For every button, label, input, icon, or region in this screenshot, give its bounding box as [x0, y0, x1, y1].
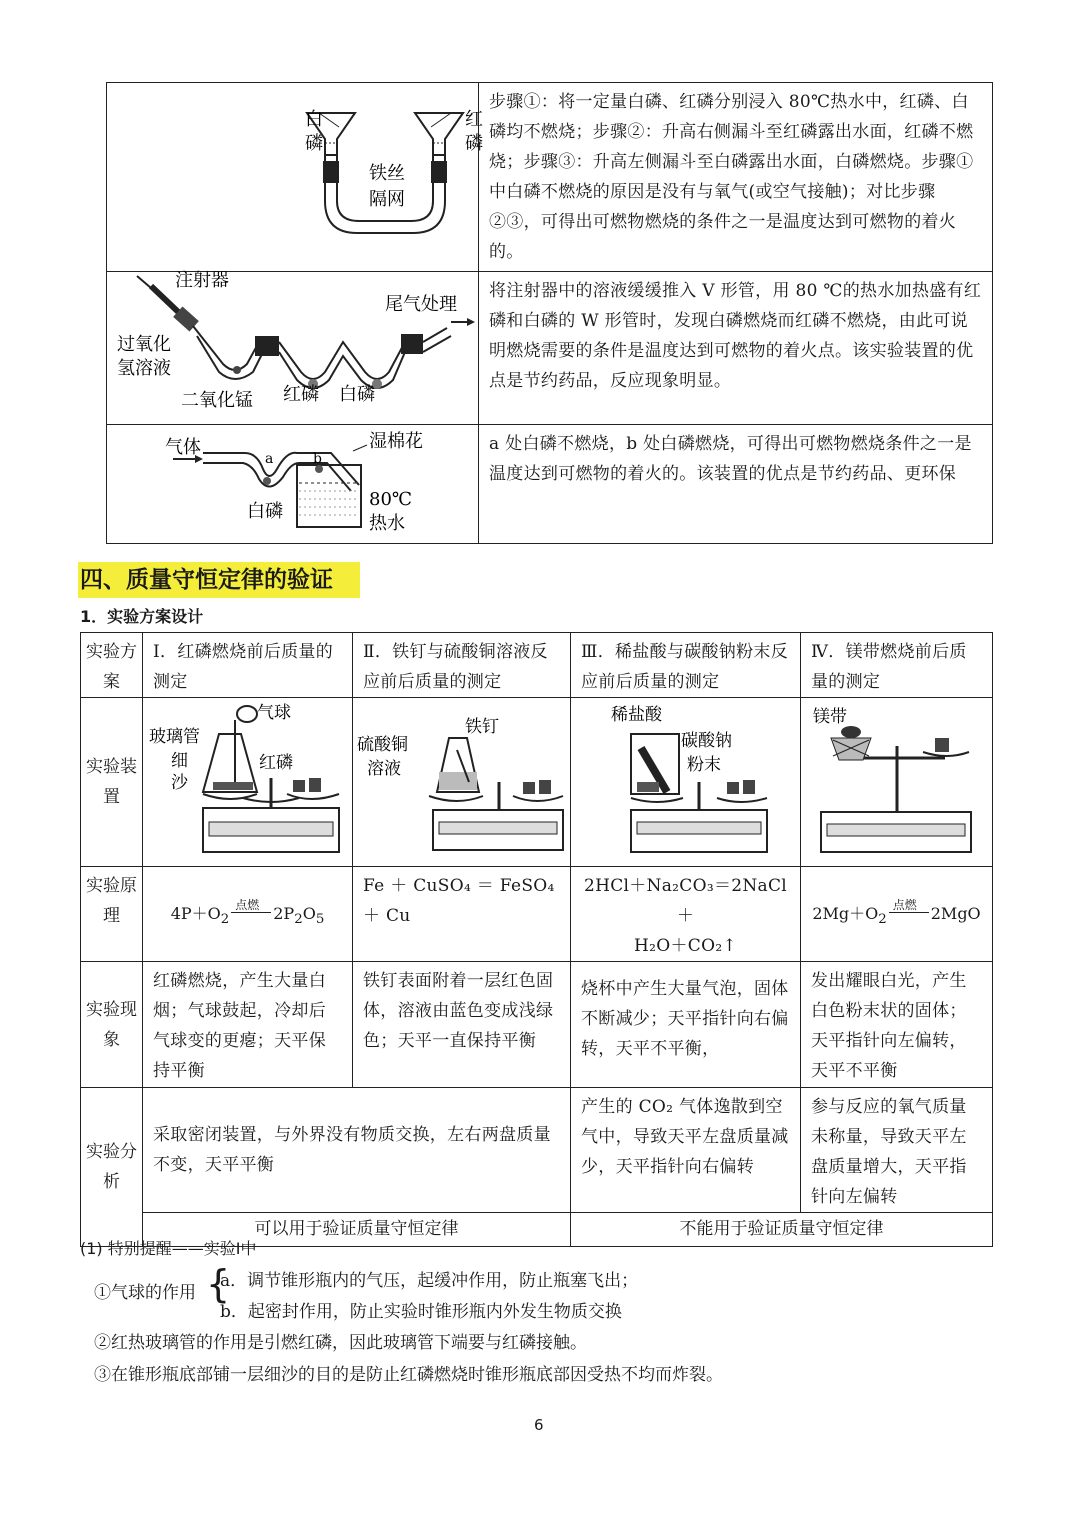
table-row — [107, 425, 993, 544]
figure-label: 注射器 — [175, 270, 229, 291]
figure-label: 红 — [465, 109, 483, 130]
figure-label: 铁钉 — [465, 717, 499, 737]
description-cell — [479, 272, 993, 425]
figure-label: 硫酸铜 — [357, 735, 408, 755]
plan-cell: Ⅳ．镁带燃烧前后质量的测定 — [811, 642, 967, 692]
analysis-cell: 产生的 CO₂ 气体逸散到空气中，导致天平左盘质量减少，天平指针向右偏转 — [581, 1097, 789, 1177]
device-cell — [143, 698, 353, 867]
row-label — [81, 1088, 143, 1247]
step-description: a 处白磷不燃烧，b 处白磷燃烧，可得出可燃物燃烧条件之一是温度达到可燃物的着火的。该装置的优点是节约药品、更环保 — [489, 434, 972, 484]
figure-cell — [107, 83, 483, 272]
balance-mg-figure — [801, 698, 993, 862]
figure-label: 细 — [171, 751, 188, 771]
figure-label: 热水 — [369, 513, 405, 534]
step-description: 步骤①：将一定量白磷、红磷分别浸入 80℃热水中，红磷、白磷均不燃烧；步骤②：升高右侧漏斗至红磷露出水面，红磷不燃烧；步骤③：升高左侧漏斗至白磷露出水面，白磷燃烧。步骤①中白磷不燃烧的原因是没有与氧气(或空气接触)；对比步骤②③，可得出可燃物燃烧的条件之一是温度达到可燃物的着火的。 — [489, 92, 974, 262]
plan-cell: Ⅲ．稀盐酸与碳酸钠粉末反应前后质量的测定 — [581, 642, 788, 692]
figure-label: 磷 — [305, 133, 323, 154]
figure-label: 尾气处理 — [385, 294, 457, 315]
row-label — [81, 698, 143, 867]
equation-mg-combustion: $2Mg+O_2$ 点燃 2MgO — [812, 897, 981, 928]
balloon-role-b: b．起密封作用，防止实验时锥形瓶内外发生物质交换 — [220, 1302, 622, 1322]
row-label — [81, 962, 143, 1088]
device-cell — [353, 698, 571, 867]
figure-cell — [107, 425, 479, 544]
step-description: 将注射器中的溶液缓缓推入 V 形管，用 80 ℃的热水加热盛有红磷和白磷的 W 形管时，发现白磷燃烧而红磷不燃烧，由此可说明燃烧需要的条件是温度达到可燃物的着火点。该实验装置的优点是节约药品，反应现象明显。 — [489, 281, 982, 391]
figure-label: 隔网 — [369, 189, 405, 210]
row-label-text: 实验现象 — [86, 999, 137, 1050]
figure-label: 粉末 — [687, 755, 721, 775]
bent-tube-figure — [107, 425, 479, 539]
balance-flask-figure — [143, 698, 353, 862]
figure-label: 镁带 — [813, 707, 847, 727]
mass-conservation-table — [80, 632, 993, 1247]
figure-label: 玻璃管 — [149, 727, 200, 747]
brace-icon: { — [206, 1262, 231, 1306]
principle-cell — [143, 867, 353, 962]
reaction-condition: 点燃 — [235, 897, 260, 912]
section-subtitle: 1．实验方案设计 — [80, 607, 204, 626]
table-row — [107, 83, 993, 272]
figure-label: 碳酸钠 — [681, 731, 732, 751]
plan-cell: Ⅱ．铁钉与硫酸铜溶液反应前后质量的测定 — [363, 642, 548, 692]
figure-label: 沙 — [171, 773, 188, 793]
phenomenon-cell: 烧杯中产生大量气泡，固体不断减少；天平指针向右偏转，天平不平衡， — [581, 979, 789, 1059]
section-title: 四、质量守恒定律的验证 — [78, 562, 360, 598]
figure-label: 氢溶液 — [117, 358, 171, 379]
analysis-cell: 采取密闭装置，与外界没有物质交换，左右两盘质量不变，天平平衡 — [153, 1125, 551, 1175]
device-cell — [571, 698, 801, 867]
figure-label: 白磷 — [247, 501, 283, 522]
figure-label: 气体 — [165, 437, 201, 458]
table-row — [107, 272, 993, 425]
table-row — [81, 867, 993, 962]
figure-label: 溶液 — [367, 759, 401, 779]
description-cell — [479, 425, 993, 544]
row-label — [81, 867, 143, 962]
device-cell — [801, 698, 993, 867]
conclusion-ok: 可以用于验证质量守恒定律 — [254, 1219, 459, 1239]
row-label-text: 实验装置 — [86, 757, 137, 807]
page-number: 6 — [534, 1416, 544, 1434]
figure-label: 二氧化锰 — [181, 390, 253, 411]
figure-label: 80℃ — [369, 489, 413, 510]
row-label-text: 实验方案 — [86, 642, 137, 692]
balloon-role-a: a．调节锥形瓶内的气压，起缓冲作用，防止瓶塞飞出； — [220, 1271, 639, 1291]
conclusion-no: 不能用于验证质量守恒定律 — [679, 1219, 884, 1239]
table-row — [81, 962, 993, 1088]
figure-label: 白 — [305, 109, 323, 130]
figure-label: 磷 — [465, 133, 483, 154]
row-label — [81, 633, 143, 698]
plan-cell: Ⅰ．红磷燃烧前后质量的测定 — [153, 642, 334, 692]
figure-label: 白磷 — [339, 384, 375, 405]
balance-beaker-figure — [571, 698, 801, 862]
figure-label: 过氧化 — [117, 334, 171, 355]
figure-label: 铁丝 — [369, 163, 405, 184]
equation-p-combustion: $4P+O_2$ 点燃 $2P_2O_5$ — [170, 897, 325, 928]
combustion-table — [106, 82, 993, 544]
figure-label: b — [313, 451, 322, 467]
note-item: ③在锥形瓶底部铺一层细沙的目的是防止红磷燃烧时锥形瓶底部因受热不均而炸裂。 — [94, 1365, 723, 1385]
reaction-condition: 点燃 — [892, 897, 917, 912]
row-label-text: 实验分析 — [86, 1142, 137, 1192]
figure-cell — [107, 272, 479, 425]
figure-label: 湿棉花 — [369, 431, 423, 452]
figure-label: 红磷 — [259, 753, 293, 773]
phenomenon-cell: 发出耀眼白光，产生白色粉末状的固体；天平指针向左偏转，天平不平衡 — [811, 971, 967, 1081]
table-row — [81, 1088, 993, 1213]
w-tube-figure — [107, 272, 479, 420]
principle-cell — [801, 867, 993, 962]
equation-hcl-na2co3: 2HCl＋Na₂CO₃＝2NaCl＋ H₂O＋CO₂↑ — [583, 876, 788, 956]
u-tube-funnel-figure — [107, 83, 483, 267]
table-row — [81, 633, 993, 698]
description-cell — [479, 83, 993, 272]
figure-label: 红磷 — [283, 384, 319, 405]
balance-iron-nail-figure — [353, 698, 571, 862]
analysis-cell: 参与反应的氧气质量未称量，导致天平左盘质量增大，天平指针向左偏转 — [811, 1097, 967, 1207]
notes-heading: (1) 特别提醒——实验Ⅰ中 — [80, 1239, 257, 1258]
equation-fe-cuso4: Fe ＋ CuSO₄ ＝ FeSO₄ ＋ Cu — [363, 876, 555, 926]
figure-label: a — [265, 451, 274, 467]
phenomenon-cell: 铁钉表面附着一层红色固体，溶液由蓝色变成浅绿色；天平一直保持平衡 — [363, 971, 554, 1051]
row-label-text: 实验原理 — [86, 876, 137, 926]
balloon-role-label: ①气球的作用 — [94, 1283, 196, 1303]
table-row — [81, 698, 993, 867]
figure-label: 气球 — [257, 703, 291, 723]
figure-label: 稀盐酸 — [611, 705, 662, 725]
phenomenon-cell: 红磷燃烧，产生大量白烟；气球鼓起，冷却后气球变的更瘪；天平保持平衡 — [153, 971, 326, 1081]
note-item: ②红热玻璃管的作用是引燃红磷，因此玻璃管下端要与红磷接触。 — [94, 1333, 587, 1353]
